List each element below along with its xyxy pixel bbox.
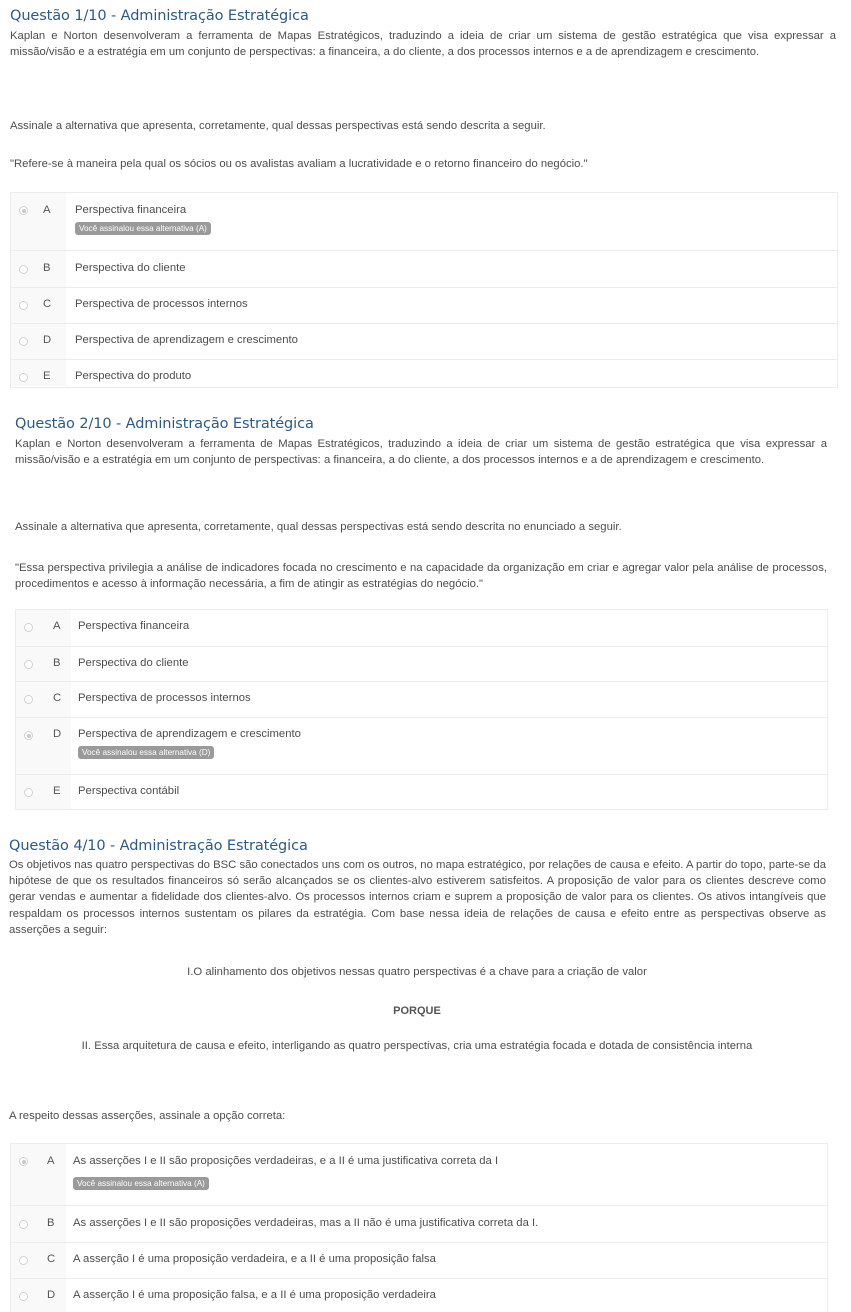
option-letter: E [53, 785, 61, 797]
option-text: A asserção I é uma proposição verdadeira, e a II é uma proposição falsa [73, 1253, 436, 1265]
radio-icon[interactable] [19, 301, 28, 310]
option-text: As asserções I e II são proposições verdadeiras, mas a II não é uma justificativa correta da I. [73, 1217, 539, 1229]
question-4-intro: Os objetivos nas quatro perspectivas do BSC são conectados uns com os outros, no mapa estratégico, por relações de causa e efeito. A partir do topo, parte-se da hipótese de que os resultados financeiros só serão alcançados se os clientes-alvo estiverem satisfeitos. A proposição de valor para os clientes descreve como gerar vendas e aumentar a fidelidade dos clientes-alvo. Os processos internos criam e suprem a proposição de valor para os clientes. Os ativos intangíveis que respaldam os processos internos sustentam os pilares da estratégia. Com base nessa ideia de relações de causa e efeito entre as perspectivas observe as asserções a seguir: [9, 859, 826, 936]
option-text: Perspectiva contábil [78, 785, 180, 797]
question-1-quote: "Refere-se à maneira pela qual os sócios ou os avalistas avaliam a lucratividade e o retorno financeiro do negócio." [10, 158, 588, 170]
radio-icon[interactable] [24, 660, 33, 669]
option-letter: D [53, 728, 62, 740]
option-text: Perspectiva de aprendizagem e crescimento [75, 334, 298, 346]
option-text: Perspectiva do produto [75, 370, 192, 382]
option-a[interactable] [11, 1144, 827, 1205]
option-text: As asserções I e II são proposições verdadeiras, e a II é uma justificativa correta da I [73, 1155, 499, 1167]
option-letter: A [53, 620, 61, 632]
selected-answer-badge: Você assinalou essa alternativa (D) [78, 746, 214, 759]
question-2-quote: "Essa perspectiva privilegia a análise de indicadores focada no crescimento e na capacidade da organização em criar e agregar valor pela análise de processos, procedimentos e acesso à informação necessária, a fim de atingir as estratégias do negócio." [15, 562, 827, 591]
assertion-1: I.O alinhamento dos objetivos nessas quatro perspectivas é a chave para a criação de valor [187, 966, 647, 978]
question-4-title: Questão 4/10 - Administração Estratégica [9, 838, 308, 854]
question-1-intro: Kaplan e Norton desenvolveram a ferramenta de Mapas Estratégicos, traduzindo a ideia de criar um sistema de gestão estratégica que visa expressar a missão/visão e a estratégia em um conjunto de perspectivas: a financeira, a do cliente, a dos processos internos e a de aprendizagem e crescimento. [10, 30, 836, 59]
option-b[interactable] [16, 646, 827, 681]
option-letter: A [47, 1155, 55, 1167]
option-d[interactable] [16, 717, 827, 774]
option-e[interactable] [16, 774, 827, 809]
option-a[interactable] [11, 193, 837, 250]
radio-icon[interactable] [24, 623, 33, 632]
question-1-options [10, 192, 838, 388]
question-2-prompt: Assinale a alternativa que apresenta, corretamente, qual dessas perspectivas está sendo descrita no enunciado a seguir. [15, 521, 622, 533]
radio-icon[interactable] [19, 1256, 28, 1265]
option-c[interactable] [11, 287, 837, 323]
porque-label: PORQUE [393, 1005, 441, 1017]
option-text: Perspectiva de processos internos [75, 298, 248, 310]
option-text: Perspectiva financeira [75, 204, 187, 216]
radio-selected-icon[interactable] [19, 206, 28, 215]
option-letter: C [47, 1253, 56, 1265]
option-text: Perspectiva do cliente [75, 262, 186, 274]
option-c[interactable] [11, 1242, 827, 1278]
option-letter: C [43, 298, 52, 310]
option-letter: A [43, 204, 51, 216]
radio-icon[interactable] [19, 265, 28, 274]
question-2-options [15, 609, 828, 810]
selected-answer-badge: Você assinalou essa alternativa (A) [73, 1177, 209, 1190]
radio-selected-icon[interactable] [19, 1157, 28, 1166]
option-letter: D [47, 1289, 56, 1301]
option-letter: D [43, 334, 52, 346]
question-2-intro: Kaplan e Norton desenvolveram a ferramenta de Mapas Estratégicos, traduzindo a ideia de criar um sistema de gestão estratégica que visa expressar a missão/visão e a estratégia em um conjunto de perspectivas: a financeira, a do cliente, a dos processos internos e a de aprendizagem e crescimento. [15, 438, 827, 467]
option-letter: B [53, 657, 61, 669]
question-1-prompt: Assinale a alternativa que apresenta, corretamente, qual dessas perspectivas está sendo descrita a seguir. [10, 120, 546, 132]
option-text: Perspectiva do cliente [78, 657, 189, 669]
option-a[interactable] [16, 610, 827, 646]
option-d[interactable] [11, 1278, 827, 1312]
option-text: A asserção I é uma proposição falsa, e a II é uma proposição verdadeira [73, 1289, 436, 1301]
option-b[interactable] [11, 1205, 827, 1242]
option-letter: C [53, 692, 62, 704]
option-text: Perspectiva de processos internos [78, 692, 251, 704]
radio-icon[interactable] [24, 695, 33, 704]
radio-selected-icon[interactable] [24, 731, 33, 740]
option-b[interactable] [11, 250, 837, 287]
radio-icon[interactable] [24, 788, 33, 797]
option-d[interactable] [11, 323, 837, 359]
assertion-2: II. Essa arquitetura de causa e efeito, interligando as quatro perspectivas, cria uma estratégia focada e dotada de consistência interna [81, 1040, 753, 1052]
question-1-title: Questão 1/10 - Administração Estratégica [10, 8, 309, 24]
question-2-title: Questão 2/10 - Administração Estratégica [15, 416, 314, 432]
option-c[interactable] [16, 681, 827, 717]
option-letter: B [43, 262, 51, 274]
radio-icon[interactable] [19, 1292, 28, 1301]
radio-icon[interactable] [19, 337, 28, 346]
option-text: Perspectiva de aprendizagem e crescimento [78, 728, 301, 740]
option-letter: B [47, 1217, 55, 1229]
option-text: Perspectiva financeira [78, 620, 190, 632]
option-letter: E [43, 370, 51, 382]
option-e[interactable] [11, 359, 837, 386]
radio-icon[interactable] [19, 1220, 28, 1229]
selected-answer-badge: Você assinalou essa alternativa (A) [75, 222, 211, 235]
question-4-prompt: A respeito dessas asserções, assinale a opção correta: [9, 1110, 286, 1122]
question-4-options [10, 1143, 828, 1312]
radio-icon[interactable] [19, 373, 28, 382]
